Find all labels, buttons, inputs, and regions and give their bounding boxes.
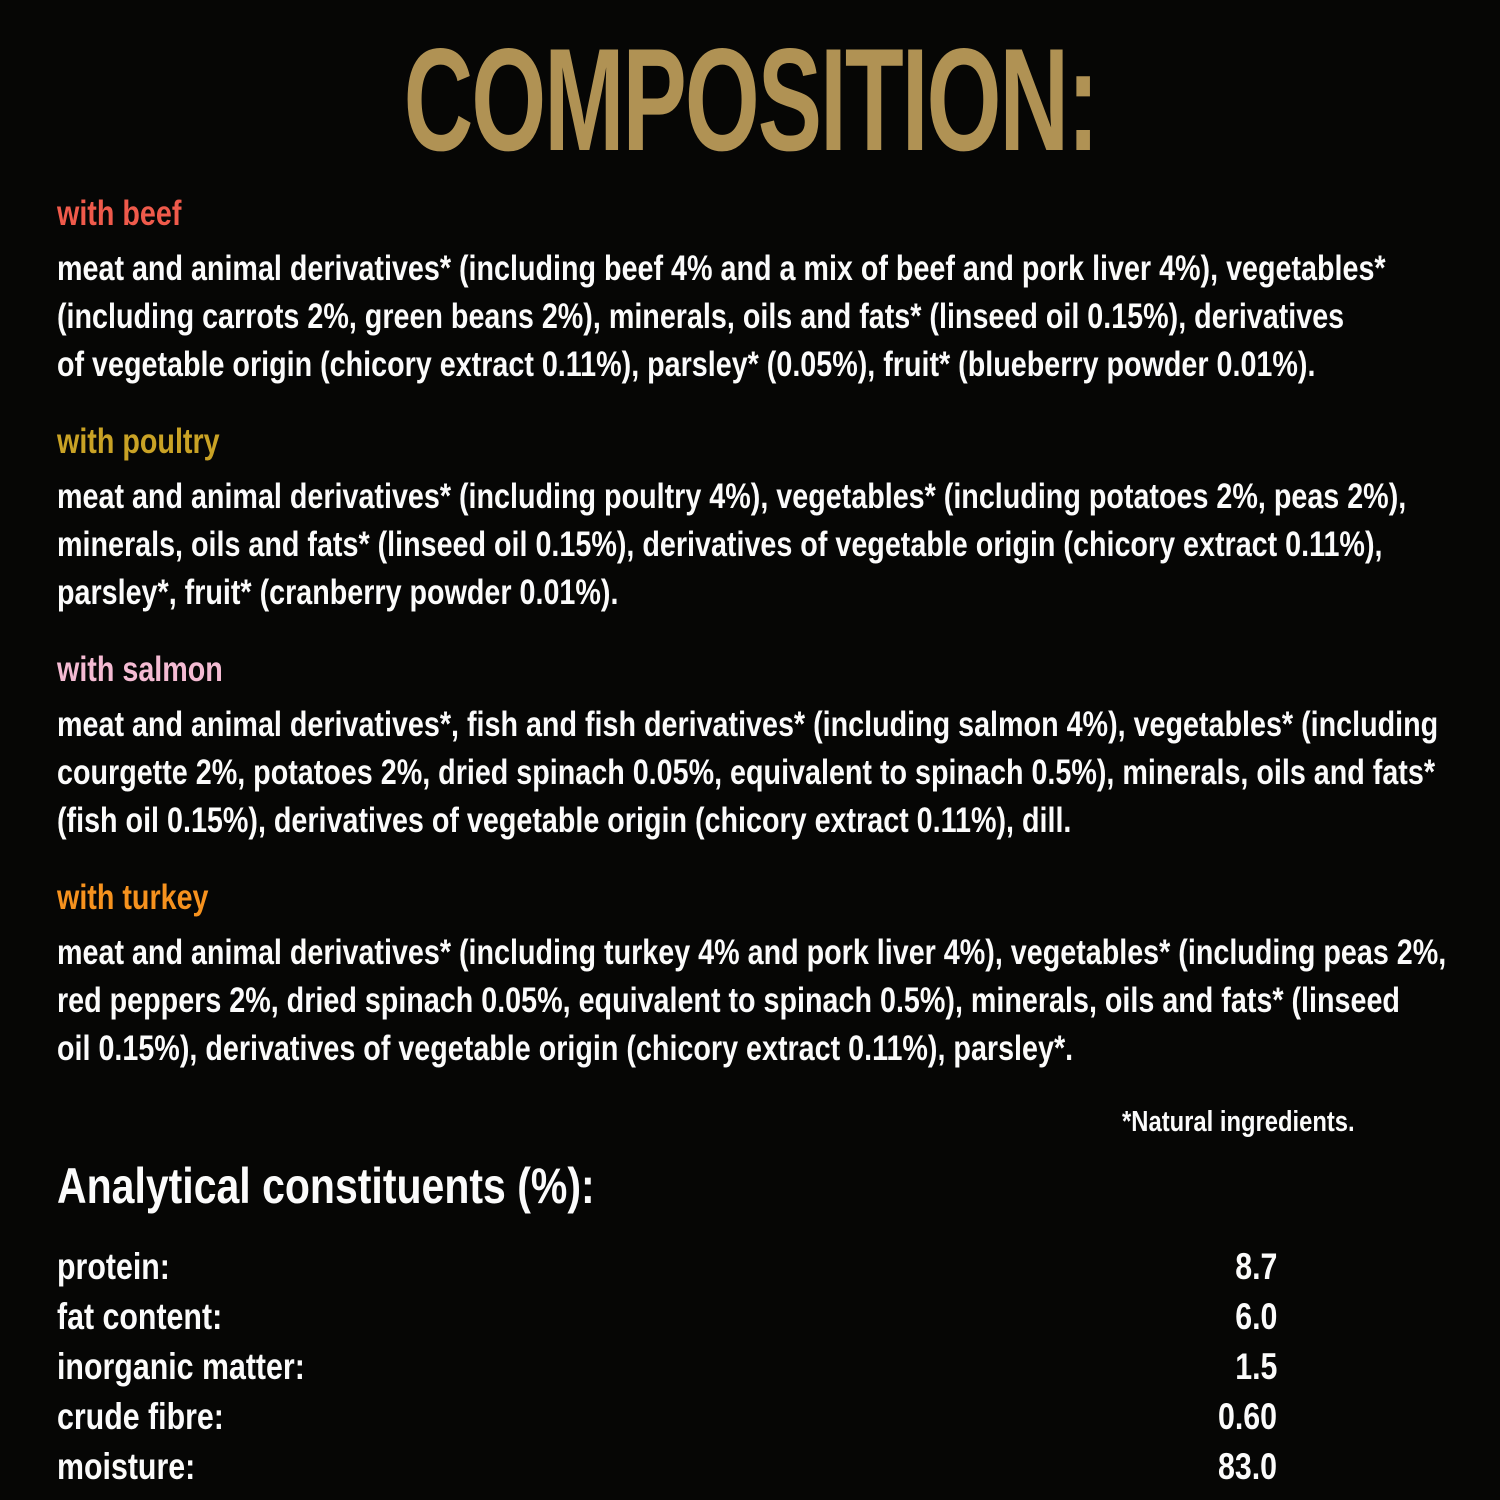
section-salmon-label-text: with salmon xyxy=(57,650,223,689)
section-salmon-label xyxy=(57,646,1500,694)
row-value: 0.60 xyxy=(1217,1396,1277,1437)
row-label: inorganic matter: xyxy=(57,1346,305,1387)
section-poultry-line: parsley*, fruit* (cranberry powder 0.01%). xyxy=(57,573,619,612)
section-poultry-label xyxy=(57,418,1500,466)
row-value: 6.0 xyxy=(1234,1296,1277,1337)
section-beef-line: meat and animal derivatives* (including beef 4% and a mix of beef and pork liver 4%), vegetables* xyxy=(57,249,1386,288)
table-row xyxy=(57,1442,1277,1492)
section-salmon-line: meat and animal derivatives*, fish and fish derivatives* (including salmon 4%), vegetables* (including xyxy=(57,705,1439,744)
section-turkey xyxy=(57,874,1500,1073)
section-salmon-line: (fish oil 0.15%), derivatives of vegetable origin (chicory extract 0.11%), dill. xyxy=(57,801,1072,840)
table-row xyxy=(57,1242,1277,1292)
row-label: protein: xyxy=(57,1246,170,1287)
title-wrap xyxy=(0,0,1500,181)
section-beef-label xyxy=(57,190,1500,238)
row-value: 1.5 xyxy=(1234,1346,1277,1387)
analytical-constituents-heading: Analytical constituents (%): xyxy=(57,1158,595,1214)
row-value: 8.7 xyxy=(1234,1246,1277,1287)
section-beef-label-text: with beef xyxy=(57,194,182,233)
row-label: crude fibre: xyxy=(57,1396,224,1437)
section-poultry-line: meat and animal derivatives* (including poultry 4%), vegetables* (including potatoes 2%, peas 2%), xyxy=(57,477,1407,516)
section-turkey-line: meat and animal derivatives* (including turkey 4% and pork liver 4%), vegetables* (including peas 2%, xyxy=(57,933,1447,972)
section-salmon xyxy=(57,646,1500,845)
section-poultry-line: minerals, oils and fats* (linseed oil 0.15%), derivatives of vegetable origin (chicory extract 0.11%), xyxy=(57,525,1383,564)
section-beef-line: of vegetable origin (chicory extract 0.11%), parsley* (0.05%), fruit* (blueberry powder 0.01%). xyxy=(57,345,1316,384)
natural-ingredients-footnote: *Natural ingredients. xyxy=(1122,1106,1355,1138)
section-turkey-line: oil 0.15%), derivatives of vegetable origin (chicory extract 0.11%), parsley*. xyxy=(57,1029,1074,1068)
table-row xyxy=(57,1292,1277,1342)
section-turkey-label xyxy=(57,874,1500,922)
row-label: fat content: xyxy=(57,1296,223,1337)
composition-sections xyxy=(0,190,1500,1073)
analytical-constituents-table xyxy=(57,1242,1277,1492)
section-poultry xyxy=(57,418,1500,617)
section-beef-line: (including carrots 2%, green beans 2%), minerals, oils and fats* (linseed oil 0.15%), derivatives xyxy=(57,297,1345,336)
page-title: COMPOSITION: xyxy=(403,18,1097,181)
section-salmon-line: courgette 2%, potatoes 2%, dried spinach 0.05%, equivalent to spinach 0.5%), minerals, oils and fats* xyxy=(57,753,1435,792)
section-turkey-line: red peppers 2%, dried spinach 0.05%, equivalent to spinach 0.5%), minerals, oils and fats* (linseed xyxy=(57,981,1400,1020)
section-poultry-label-text: with poultry xyxy=(57,422,220,461)
section-beef xyxy=(57,190,1500,389)
row-value: 83.0 xyxy=(1217,1446,1277,1487)
table-row xyxy=(57,1392,1277,1442)
table-row xyxy=(57,1342,1277,1392)
row-label: moisture: xyxy=(57,1446,196,1487)
section-turkey-label-text: with turkey xyxy=(57,878,209,917)
